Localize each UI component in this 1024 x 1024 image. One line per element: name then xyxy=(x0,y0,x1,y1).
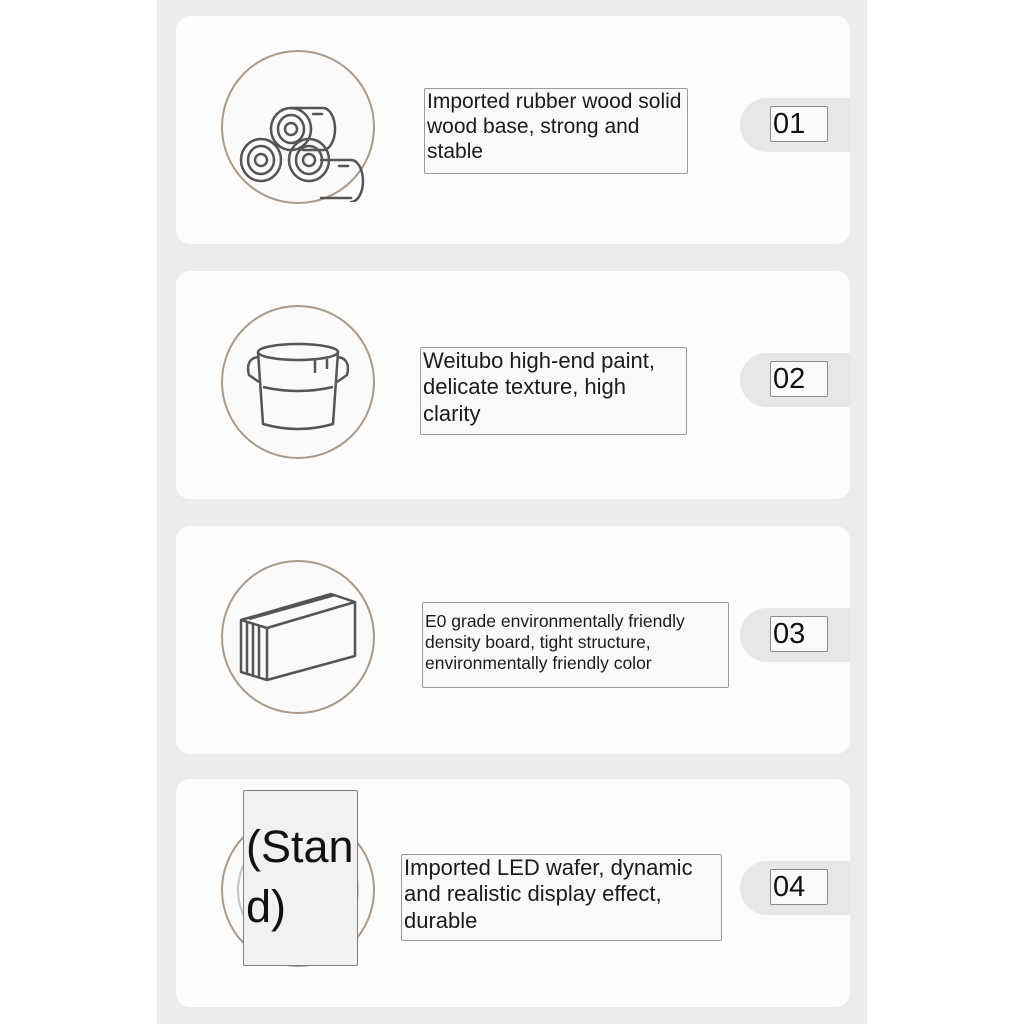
feature-number: 01 xyxy=(770,106,828,142)
feature-description: Imported rubber wood solid wood base, strong and stable xyxy=(424,88,688,174)
feature-card-1 xyxy=(176,16,850,244)
feature-card-2 xyxy=(176,271,850,499)
feature-number: 04 xyxy=(770,869,828,905)
wood-logs-icon xyxy=(221,50,375,204)
paint-bucket-icon xyxy=(221,305,375,459)
feature-description: E0 grade environmentally friendly density board, tight structure, environmentally friendly color xyxy=(422,602,729,688)
feature-number: 03 xyxy=(770,616,828,652)
density-board-icon xyxy=(221,560,375,714)
feature-description: Imported LED wafer, dynamic and realistic display effect, durable xyxy=(401,854,722,941)
feature-card-3 xyxy=(176,526,850,754)
feature-number: 02 xyxy=(770,361,828,397)
feature-description: Weitubo high-end paint, delicate texture, high clarity xyxy=(420,347,687,435)
stand-label: (Stand) xyxy=(243,790,358,966)
